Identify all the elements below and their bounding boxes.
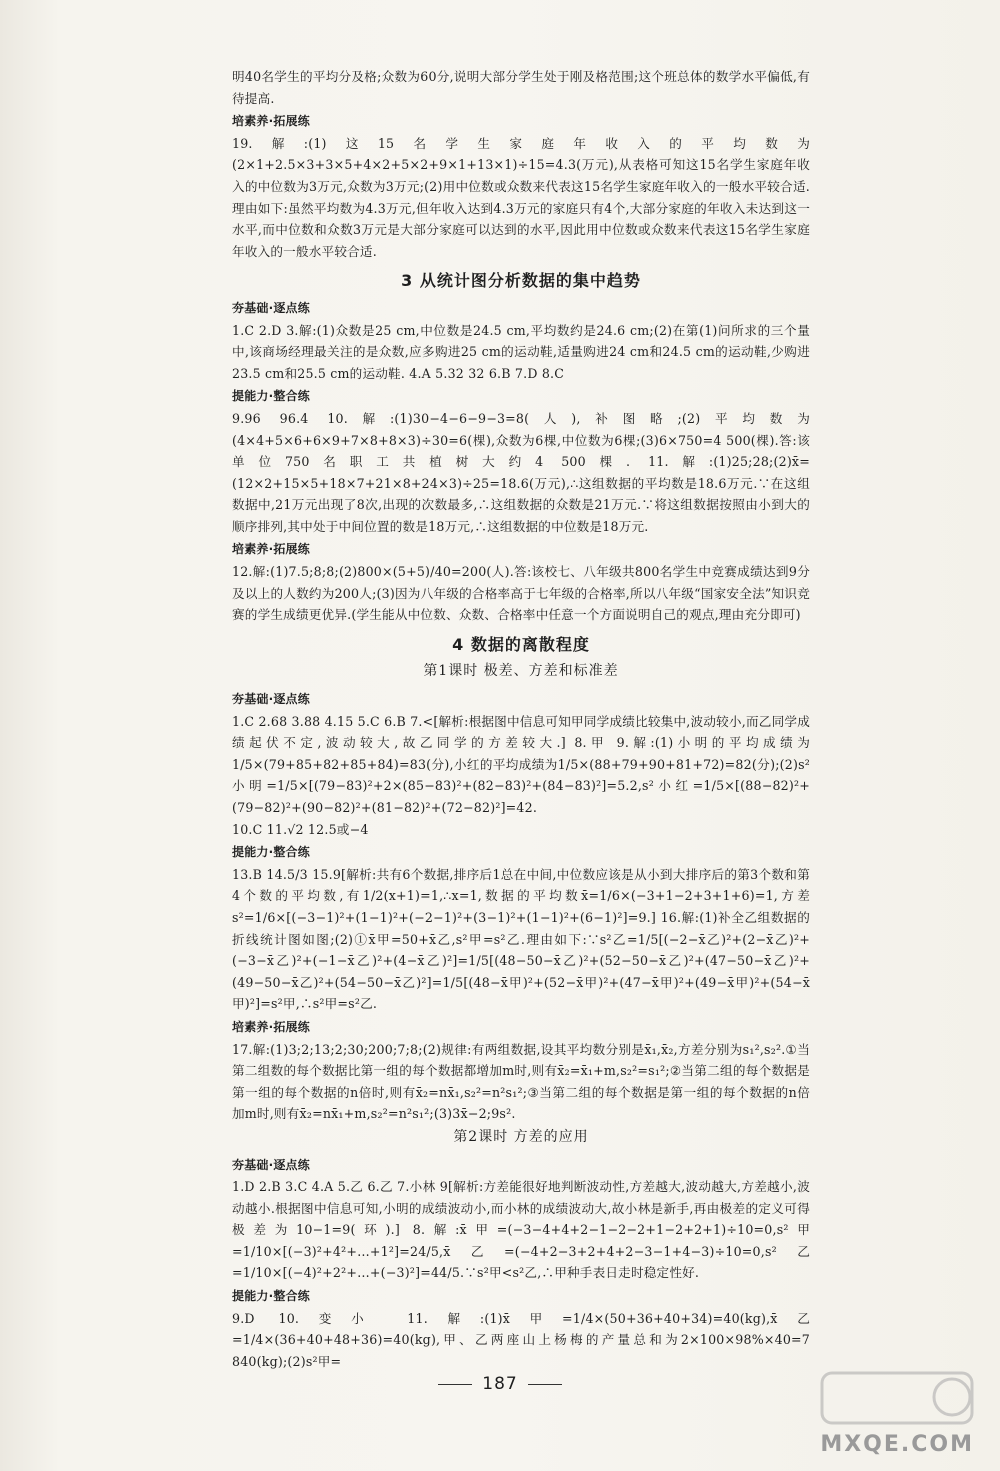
answer-paragraph: 9.96 96.4 10.解:(1)30−4−6−9−3=8(人),补图略;(2)平均数为(4×4+5×6+6×9+7×8+8×3)÷30=6(棵),众数为6棵,中位数为6棵;(3)6×750=4 500(棵).答:该单位750名职工共植树大约4 500棵. 11.解:(1)25;28;(2)x̄=(12×2+15×5+18×7+21×8+24×3)÷25=18.6(万元),∴这组数据的平均数是18.6万元.∵在这组数据中,21万元出现了8次,出现的次数最多,∴这组数据的众数是21万元.∵将这组数据按照由小到大的顺序排列,其中处于中间位置的数是18万元,∴这组数据的中位数是18万元. (232, 410, 810, 534)
subsection-heading: 夯基础·逐点练 (232, 1157, 310, 1172)
subsection-heading: 培素养·拓展练 (232, 542, 310, 557)
answer-paragraph: 19.解:(1)这15名学生家庭年收入的平均数为(2×1+2.5×3+3×5+4×2+5×2+9×1+13×1)÷15=4.3(万元),从表格可知这15名学生家庭年收入的中位数为3万元,众数为3万元;(2)用中位数或众数来代表这15名学生家庭年收入的一般水平较合适.理由如下:虽然平均数为4.3万元,但年收入达到4.3万元的家庭只有4个,大部分家庭的年收入未达到这一水平,而中位数和众数3万元是大部分家庭可以达到的水平,因此用中位数或众数来代表这15名学生家庭年收入的一般水平较合适. (232, 135, 810, 259)
subsection-heading: 提能力·整合练 (232, 389, 310, 404)
lesson-title: 第1课时 极差、方差和标准差 (423, 663, 619, 680)
subsection-heading: 培素养·拓展练 (232, 114, 310, 129)
answer-paragraph: 17.解:(1)3;2;13;2;30;200;7;8;(2)规律:有两组数据,设其平均数分别是x̄₁,x̄₂,方差分别为s₁²,s₂².①当第二组数的每个数据比第一组的每个数据都增加m时,则有x̄₂=x̄₁+m,s₂²=s₁²;②当第二组的每个数据是第一组的每个数据的n倍时,则有x̄₂=nx̄₁,s₂²=n²s₁²;③当第二组的每个数据是第一组的每个数据的n倍加m时,则有x̄₂=nx̄₁+m,s₂²=n²s₁²;(3)3x̄−2;9s². (232, 1041, 810, 1122)
answer-paragraph: 1.C 2.D 3.解:(1)众数是25 cm,中位数是24.5 cm,平均数约是24.6 cm;(2)在第(1)问所求的三个量中,该商场经理最关注的是众数,应多购进25 cm的运动鞋,适量购进24 cm和24.5 cm的运动鞋,少购进23.5 cm和25.5 cm的运动鞋. 4.A 5.32 32 6.B 7.D 8.C (232, 322, 810, 381)
answer-paragraph: 9.D 10.变小 11.解:(1)x̄甲=1/4×(50+36+40+34)=40(kg),x̄乙=1/4×(36+40+48+36)=40(kg),甲、乙两座山上杨梅的产量总和为2×100×98%×40=7 840(kg);(2)s²甲= (232, 1310, 810, 1369)
answer-paragraph: 1.D 2.B 3.C 4.A 5.乙 6.乙 7.小林 9[解析:方差能很好地判断波动性,方差越大,波动越大,方差越小,波动越小.根据图中信息可知,小明的成绩波动小,而小林的成绩波动大,故小林是新手,再由极差的定义可得极差为10−1=9(环).] 8.解:x̄甲=(−3−4+4+2−1−2−2+1−2+2+1)÷10=0,s²甲=1/10×[(−3)²+4²+…+1²]=24/5,x̄乙=(−4+2−3+2+4+2−3−1+4−3)÷10=0,s²乙=1/10×[(−4)²+2²+…+(−3)²]=44/5.∵s²甲<s²乙,∴甲种手表日走时稳定性好. (232, 1179, 810, 1281)
watermark-text: MXQE.COM (820, 1432, 974, 1457)
answer-paragraph: 12.解:(1)7.5;8;8;(2)800×(5+5)/40=200(人).答:该校七、八年级共800名学生中竞赛成绩达到9分及以上的人数约为200人;(3)因为八年级的合格率高于七年级的合格率,所以八年级“国家安全法”知识竞赛的学生成绩更优异.(学生能从中位数、众数、合格率中任意一个方面说明自己的观点,理由充分即可) (232, 564, 810, 623)
answer-paragraph: 10.C 11.√2 12.5或−4 (232, 821, 369, 837)
section-title: 3 从统计图分析数据的集中趋势 (401, 271, 641, 291)
subsection-heading: 提能力·整合练 (232, 1289, 310, 1304)
subsection-heading: 提能力·整合练 (232, 845, 310, 860)
answer-paragraph: 13.B 14.5/3 15.9[解析:共有6个数据,排序后1总在中间,中位数应该是从小到大排序后的第3个数和第4个数的平均数,有1/2(x+1)=1,∴x=1,数据的平均数x̄=1/6×(−3+1−2+3+1+6)=1,方差s²=1/6×[(−3−1)²+(1−1)²+(−2−1)²+(3−1)²+(1−1)²+(6−1)²]=9.] 16.解:(1)补全乙组数据的折线统计图如图;(2)①x̄甲=50+x̄乙,s²甲=s²乙.理由如下:∵s²乙=1/5[(−2−x̄乙)²+(2−x̄乙)²+(−3−x̄乙)²+(−1−x̄乙)²+(4−x̄乙)²]=1/5[(48−50−x̄乙)²+(52−50−x̄乙)²+(47−50−x̄乙)²+(49−50−x̄乙)²+(54−50−x̄乙)²]=1/5[(48−x̄甲)²+(52−x̄甲)²+(47−x̄甲)²+(49−x̄甲)²+(54−x̄甲)²]=s²甲,∴s²甲=s²乙. (232, 866, 810, 1012)
subsection-heading: 夯基础·逐点练 (232, 300, 310, 315)
page-number-dash-right (528, 1384, 562, 1385)
section-title: 4 数据的离散程度 (452, 634, 590, 654)
answer-text-column (232, 66, 810, 1372)
lesson-title: 第2课时 方差的应用 (453, 1128, 589, 1145)
answer-paragraph: 明40名学生的平均分及格;众数为60分,说明大部分学生处于刚及格范围;这个班总体的数学水平偏低,有待提高. (232, 69, 810, 106)
subsection-heading: 夯基础·逐点练 (232, 692, 310, 707)
answer-paragraph: 1.C 2.68 3.88 4.15 5.C 6.B 7.<[解析:根据图中信息可知甲同学成绩比较集中,波动较小,而乙同学成绩起伏不定,波动较大,故乙同学的方差较大.] 8.甲 9.解:(1)小明的平均成绩为1/5×(79+85+82+85+84)=83(分),小红的平均成绩为1/5×(88+79+90+81+72)=82(分);(2)s²小明=1/5×[(79−83)²+2×(85−83)²+(82−83)²+(84−83)²]=5.2,s²小红=1/5×[(88−82)²+(79−82)²+(90−82)²+(81−82)²+(72−82)²]=42. (232, 713, 810, 815)
subsection-heading: 培素养·拓展练 (232, 1019, 310, 1034)
page-number-dash-left (438, 1384, 472, 1385)
page-number-text: 187 (482, 1374, 518, 1394)
